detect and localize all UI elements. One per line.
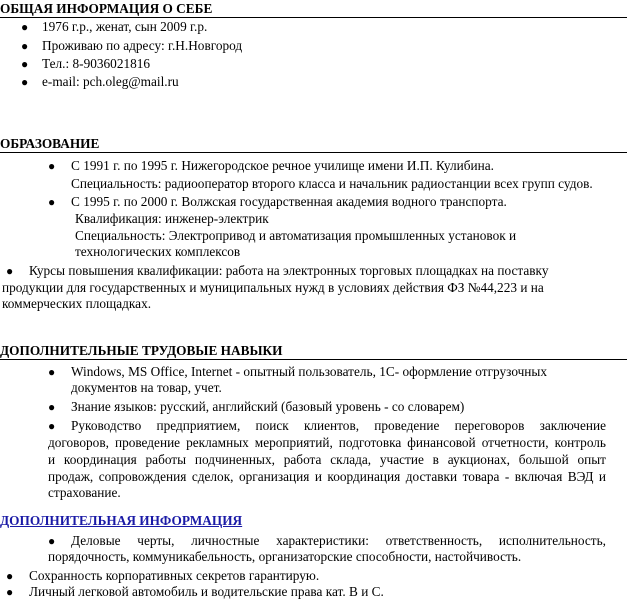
education-item1-line2: Специальность: радиооператор второго класса и начальник радиостанции всех групп судов. — [71, 176, 593, 191]
additional-item2-line1: Сохранность корпоративных секретов гарантирую. — [29, 568, 320, 583]
bullet-icon: ● — [48, 159, 56, 173]
skills-item3-line1: Руководство предприятием, поиск клиентов, проведение переговоров заключение — [71, 418, 606, 433]
skills-item3-line5: страхование. — [48, 485, 121, 500]
general-item-address: Проживаю по адресу: г.Н.Новгород — [42, 38, 243, 53]
bullet-icon: ● — [48, 534, 56, 548]
skills-item3-line4: продаж, сопровождения сделок, организация и координация доставки товара - включая ВЭД и — [48, 469, 606, 484]
skills-item3-line3: и координация работы подчиненных, работа склада, участие в аукционах, большой опыт — [48, 452, 606, 467]
education-item2-line4: технологических комплексов — [75, 244, 241, 259]
section-title-additional[interactable] — [0, 513, 627, 529]
bullet-icon: ● — [6, 585, 14, 599]
bullet-icon: ● — [21, 75, 29, 89]
skills-item1-line2: документов на товар, учет. — [71, 380, 222, 395]
bullet-icon: ● — [6, 264, 14, 278]
section-title-general: ОБЩАЯ ИНФОРМАЦИЯ О СЕБЕ — [0, 1, 627, 18]
bullet-icon: ● — [48, 419, 56, 433]
bullet-icon: ● — [48, 400, 56, 414]
skills-item3-line2: договоров, проведение рекламных мероприятий, подготовка финансовой отчетности, контроль — [48, 435, 606, 450]
additional-item1-line1: Деловые черты, личностные характеристики: ответственность, исполнительность, — [71, 533, 606, 548]
additional-item3-line1: Личный легковой автомобиль и водительские права кат. В и С. — [29, 584, 384, 599]
education-item3-line3: коммерческих площадках. — [2, 296, 152, 311]
skills-item1-line1: Windows, MS Office, Internet - опытный пользователь, 1С- оформление отгрузочных — [71, 364, 548, 379]
general-item-birth: 1976 г.р., женат, сын 2009 г.р. — [42, 19, 208, 34]
bullet-icon: ● — [21, 39, 29, 53]
education-item3-line1: Курсы повышения квалификации: работа на электронных торговых площадках на поставку — [29, 263, 549, 278]
bullet-icon: ● — [48, 365, 56, 379]
education-item2-line1: С 1995 г. по 2000 г. Волжская государственная академия водного транспорта. — [71, 194, 507, 209]
bullet-icon: ● — [21, 20, 29, 34]
bullet-icon: ● — [48, 195, 56, 209]
general-item-phone: Тел.: 8-9036021816 — [42, 56, 151, 71]
bullet-icon: ● — [6, 569, 14, 583]
section-title-education: ОБРАЗОВАНИЕ — [0, 136, 627, 153]
section-title-skills: ДОПОЛНИТЕЛЬНЫЕ ТРУДОВЫЕ НАВЫКИ — [0, 343, 627, 360]
bullet-icon: ● — [21, 57, 29, 71]
section-title-additional-link[interactable]: ДОПОЛНИТЕЛЬНАЯ ИНФОРМАЦИЯ — [0, 513, 243, 528]
education-item3-line2: продукции для государственных и муниципальных нужд в условиях действия ФЗ №44,223 и на — [2, 280, 544, 295]
additional-item1-line2: порядочность, коммуникабельность, организаторские способности, настойчивость. — [48, 549, 522, 564]
education-item1-line1: С 1991 г. по 1995 г. Нижегородское речное училище имени И.П. Кулибина. — [71, 158, 494, 173]
education-item2-line2: Квалификация: инженер-электрик — [75, 211, 269, 226]
education-item2-line3: Специальность: Электропривод и автоматизация промышленных установок и — [75, 228, 517, 243]
skills-item2-line1: Знание языков: русский, английский (базовый уровень - со словарем) — [71, 399, 465, 414]
general-item-email[interactable]: e-mail: pch.oleg@mail.ru — [42, 74, 179, 89]
